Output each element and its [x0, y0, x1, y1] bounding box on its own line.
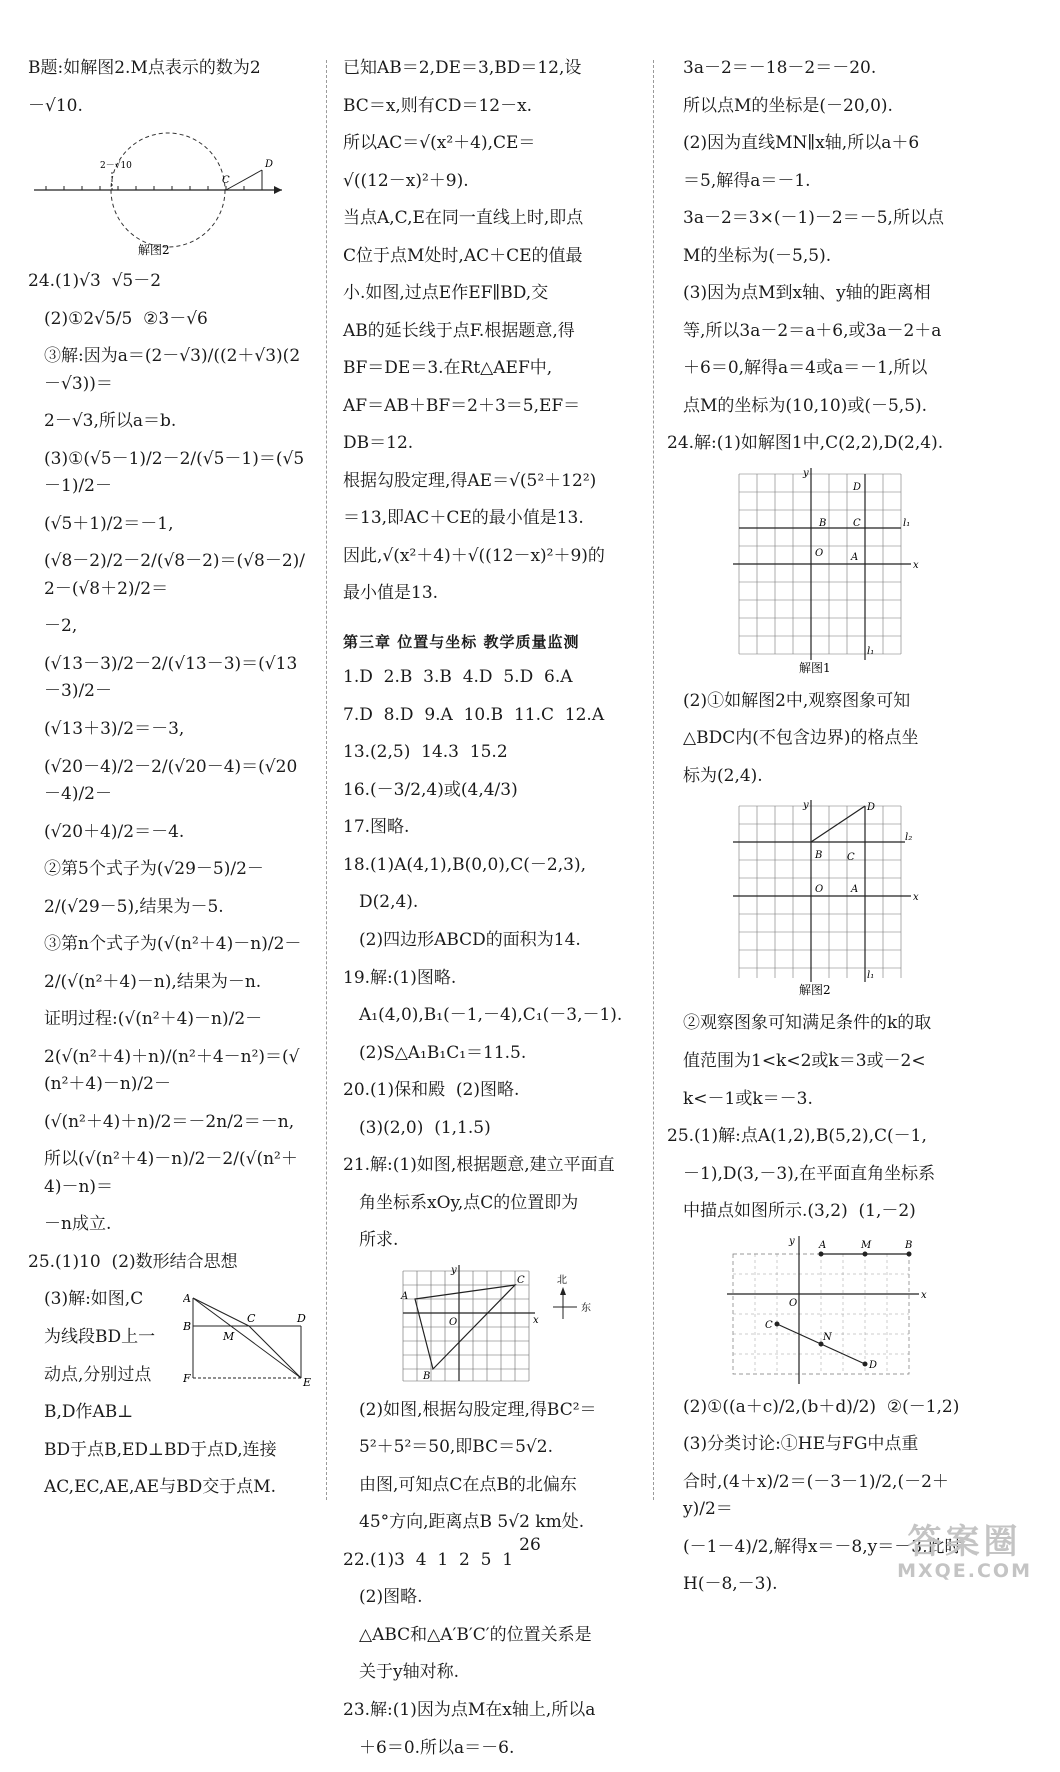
watermark-site: MXQE.COM — [897, 1560, 1032, 1583]
fig-label: O — [815, 884, 824, 896]
text-line: 已知AB＝2,DE＝3,BD＝12,设 — [343, 58, 582, 78]
fig-label: 2－√10 — [100, 161, 132, 172]
fig-label: B — [819, 517, 827, 529]
text-line: ③解:因为a＝(2－√3)/((2＋√3)(2－√3))＝ — [44, 346, 301, 394]
text-line: (√5＋1)/2＝－1, — [44, 513, 174, 534]
watermark-logo — [897, 1521, 1032, 1583]
text-line: －2, — [44, 616, 78, 637]
text-line: BC＝x,则有CD＝12－x. — [343, 95, 533, 116]
fig-label: M — [223, 1330, 235, 1344]
fig-label: A — [851, 884, 859, 896]
column-divider — [326, 60, 327, 1500]
text-line: 合时,(4＋x)/2＝(－3－1)/2,(－2＋y)/2＝ — [683, 1471, 949, 1520]
text-line: ③第n个式子为(√(n²＋4)－n)/2－ — [44, 934, 302, 955]
text-line: 中描点如图所示.(3,2) (1,－2) — [683, 1201, 916, 1222]
text-line: AB的延长线于点F.根据题意,得 — [343, 320, 575, 341]
fig-label: A — [851, 551, 859, 563]
text-line: (2)如图,根据勾股定理,得BC²＝ — [359, 1399, 597, 1420]
text-line: 22.(1)3 4 1 2 5 1 — [343, 1549, 514, 1570]
text-line: －√10. — [28, 95, 83, 116]
text-line: 13.(2,5) 14.3 15.2 — [343, 742, 508, 763]
text-line: (3)解:如图,C — [44, 1289, 144, 1310]
fig-label: N — [823, 1331, 832, 1343]
fig-label: l₂ — [905, 832, 913, 844]
text-line: ＋6＝0,解得a＝4或a＝－1,所以 — [683, 358, 928, 379]
text-line: (－1－4)/2,解得x＝－8,y＝－3,此时 — [683, 1536, 962, 1557]
fig-label: C — [222, 175, 230, 187]
text-line: 21.解:(1)如图,根据题意,建立平面直 — [343, 1155, 615, 1176]
text-line: 因此,√(x²＋4)＋√((12－x)²＋9)的 — [343, 545, 605, 566]
text-line: 7.D 8.D 9.A 10.B 11.C 12.A — [343, 704, 605, 725]
fig-caption: 解图1 — [799, 660, 831, 675]
fig-label: B — [423, 1370, 431, 1382]
text-line: 小.如图,过点E作EF∥BD,交 — [343, 283, 549, 304]
text-line: 等,所以3a－2＝a＋6,或3a－2＋a — [683, 320, 942, 341]
text-line: AC,EC,AE,AE与BD交于点M. — [44, 1477, 277, 1498]
text-line: 根据勾股定理,得AE＝√(5²＋12²) — [343, 470, 597, 491]
fig-label: C — [847, 852, 855, 864]
text-line: (3)因为点M到x轴、y轴的距离相 — [683, 283, 931, 304]
text-line: 20.(1)保和殿 (2)图略. — [343, 1080, 520, 1101]
fig-caption: 解图2 — [799, 983, 831, 998]
fig-label: F — [183, 1372, 191, 1386]
text-line: 25.(1)解:点A(1,2),B(5,2),C(－1, — [667, 1126, 927, 1147]
fig-label: M — [861, 1239, 872, 1251]
text-line: 标为(2,4). — [683, 765, 763, 786]
text-line: 最小值是13. — [343, 583, 439, 604]
watermark-brand: 答案圈 — [907, 1521, 1022, 1562]
fig-label: y — [451, 1264, 457, 1276]
text-line: －1),D(3,－3),在平面直角坐标系 — [683, 1163, 936, 1184]
text-line: 1.D 2.B 3.B 4.D 5.D 6.A — [343, 667, 573, 688]
fig-label: O — [449, 1316, 458, 1328]
text-line: (2)①如解图2中,观察图象可知 — [683, 690, 911, 711]
fig-label: C — [765, 1319, 773, 1331]
text-line: ②观察图象可知满足条件的k的取 — [683, 1013, 932, 1034]
text-line: 18.(1)A(4,1),B(0,0),C(－2,3), — [343, 854, 587, 875]
page-number: 26 — [519, 1535, 541, 1555]
text-line: k<－1或k＝－3. — [683, 1088, 813, 1109]
text-line: (√13＋3)/2＝－3, — [44, 718, 185, 739]
column-3 — [667, 55, 967, 1609]
fig-label: D — [265, 159, 274, 171]
text-line: △ABC和△A′B′C′的位置关系是 — [359, 1624, 592, 1645]
text-line: 关于y轴对称. — [359, 1662, 460, 1683]
text-line: (2)S△A₁B₁C₁＝11.5. — [359, 1042, 527, 1063]
text-line: 点M的坐标为(10,10)或(－5,5). — [683, 395, 928, 416]
fig-label: D — [867, 802, 876, 814]
text-line: 17.图略. — [343, 817, 410, 838]
fig-label: x — [533, 1314, 539, 1326]
text-line: 证明过程:(√(n²＋4)－n)/2－ — [44, 1009, 263, 1030]
text-line: (2)①((a＋c)/2,(b＋d)/2) ②(－1,2) — [683, 1396, 960, 1417]
fig-label: y — [803, 800, 809, 812]
text-line: (√20＋4)/2＝－4. — [44, 821, 185, 842]
text-line: DB＝12. — [343, 433, 414, 454]
text-line: 当点A,C,E在同一直线上时,即点 — [343, 208, 584, 229]
shortest-path-figure — [183, 1282, 313, 1392]
fig-label: l₁ — [867, 645, 875, 657]
text-line: AF＝AB＋BF＝2＋3＝5,EF＝ — [343, 395, 581, 416]
coordinate-grid-figure-21 — [393, 1265, 653, 1387]
text-line: 所求. — [359, 1230, 399, 1251]
fig-label: x — [921, 1289, 927, 1301]
text-line: B题:如解图2.M点表示的数为2 — [28, 58, 261, 78]
fig-label: y — [789, 1235, 795, 1247]
fig-label: x — [913, 892, 919, 904]
text-line: 角坐标系xOy,点C的位置即为 — [359, 1192, 579, 1213]
text-line: ＝13,即AC＋CE的最小值是13. — [343, 508, 584, 529]
text-line: ＝5,解得a＝－1. — [683, 170, 811, 191]
text-line: 为线段BD上一 — [44, 1327, 156, 1347]
fig-label: B — [183, 1320, 192, 1334]
fig-label: D — [297, 1312, 306, 1326]
text-line: (√13－3)/2－2/(√13－3)＝(√13－3)/2－ — [44, 653, 298, 702]
text-line: BD于点B,ED⊥BD于点D,连接 — [44, 1439, 277, 1460]
fig-label: B — [905, 1239, 913, 1251]
text-line: BF＝DE＝3.在Rt△AEF中, — [343, 358, 553, 379]
compass-north: 北 — [557, 1274, 567, 1286]
coordinate-grid-figure-2 — [729, 800, 929, 1000]
text-line: (2)①2√5/5 ②3－√6 — [44, 308, 208, 329]
text-line: (3)(2,0) (1,1.5) — [359, 1117, 491, 1138]
fig-label: A — [183, 1292, 191, 1306]
text-line: A₁(4,0),B₁(－1,－4),C₁(－3,－1). — [359, 1005, 623, 1026]
text-line: 3a－2＝－18－2＝－20. — [683, 58, 877, 78]
fig-label: C — [853, 517, 861, 529]
fig-label: O — [815, 547, 824, 559]
fig-label: D — [869, 1359, 878, 1371]
coordinate-grid-figure-1 — [729, 468, 929, 678]
text-line: 23.解:(1)因为点M在x轴上,所以a — [343, 1700, 596, 1721]
number-line-figure — [28, 130, 288, 258]
text-line: ＋6＝0.所以a＝－6. — [359, 1737, 515, 1758]
chapter-heading: 第三章 位置与坐标 教学质量监测 — [343, 632, 580, 651]
text-line: 2/(√(n²＋4)－n),结果为－n. — [44, 971, 262, 992]
column-1 — [28, 55, 313, 1512]
text-line: (3)分类讨论:①HE与FG中点重 — [683, 1434, 919, 1455]
text-line: 值范围为1<k<2或k＝3或－2< — [683, 1050, 926, 1071]
text-line: 动点,分别过点 — [44, 1364, 152, 1385]
column-divider — [653, 60, 654, 1500]
column-2 — [343, 55, 638, 1772]
text-line: (√(n²＋4)＋n)/2＝－2n/2＝－n, — [44, 1111, 295, 1132]
text-line: 24.(1)√3 √5－2 — [28, 271, 162, 292]
fig-label: C — [247, 1312, 256, 1326]
text-line: (2)因为直线MN∥x轴,所以a＋6 — [683, 133, 920, 154]
text-line: C位于点M处时,AC＋CE的值最 — [343, 245, 583, 266]
text-line: 16.(－3/2,4)或(4,4/3) — [343, 779, 518, 800]
text-line: (2)四边形ABCD的面积为14. — [359, 929, 581, 950]
text-line: 所以AC＝√(x²＋4),CE＝ — [343, 133, 536, 154]
text-line: H(－8,－3). — [683, 1574, 778, 1595]
text-line: 24.解:(1)如解图1中,C(2,2),D(2,4). — [667, 433, 944, 454]
text-line: M的坐标为(－5,5). — [683, 245, 832, 266]
fig-label: E — [303, 1376, 312, 1390]
text-line: △BDC内(不包含边界)的格点坐 — [683, 728, 919, 749]
text-line: 由图,可知点C在点B的北偏东 — [359, 1474, 577, 1495]
fig-caption: 解图2 — [138, 243, 170, 258]
text-line: B,D作AB⊥ — [44, 1402, 134, 1423]
text-line: 2/(√29－5),结果为－5. — [44, 896, 224, 917]
text-line: 2(√(n²＋4)＋n)/(n²＋4－n²)＝(√(n²＋4)－n)/2－ — [44, 1046, 300, 1095]
fig-label: A — [819, 1239, 827, 1251]
text-line: －n成立. — [44, 1214, 112, 1235]
q25-block — [28, 1286, 313, 1501]
text-line: (3)①(√5－1)/2－2/(√5－1)＝(√5－1)/2－ — [44, 448, 305, 497]
fig-label: D — [853, 481, 862, 493]
text-line: 25.(1)10 (2)数形结合思想 — [28, 1251, 238, 1272]
fig-label: y — [803, 467, 809, 479]
coordinate-plot-figure-25 — [723, 1236, 933, 1384]
text-line: ②第5个式子为(√29－5)/2－ — [44, 859, 264, 880]
text-line: √((12－x)²＋9). — [343, 170, 469, 191]
fig-label: A — [401, 1290, 409, 1302]
fig-label: x — [913, 559, 919, 571]
text-line: 3a－2＝3×(－1)－2＝－5,所以点 — [683, 208, 944, 229]
fig-label: l₁ — [903, 517, 911, 529]
text-line: 45°方向,距离点B 5√2 km处. — [359, 1512, 585, 1533]
text-line: 所以(√(n²＋4)－n)/2－2/(√(n²＋4)－n)＝ — [44, 1149, 298, 1197]
fig-label: C — [517, 1274, 525, 1286]
fig-label: B — [815, 850, 823, 862]
text-line: 19.解:(1)图略. — [343, 967, 457, 988]
fig-label: l₁ — [867, 970, 875, 982]
text-line: (√8－2)/2－2/(√8－2)＝(√8－2)/2－(√8＋2)/2＝ — [44, 551, 306, 599]
compass-east: 东 — [581, 1302, 591, 1314]
text-line: D(2,4). — [359, 892, 419, 913]
text-line: 所以点M的坐标是(－20,0). — [683, 95, 893, 116]
text-line: 5²＋5²＝50,即BC＝5√2. — [359, 1437, 553, 1458]
text-line: 2－√3,所以a＝b. — [44, 411, 177, 432]
fig-label: O — [789, 1297, 798, 1309]
text-line: (√20－4)/2－2/(√20－4)＝(√20－4)/2－ — [44, 756, 298, 805]
text-line: (2)图略. — [359, 1587, 423, 1608]
